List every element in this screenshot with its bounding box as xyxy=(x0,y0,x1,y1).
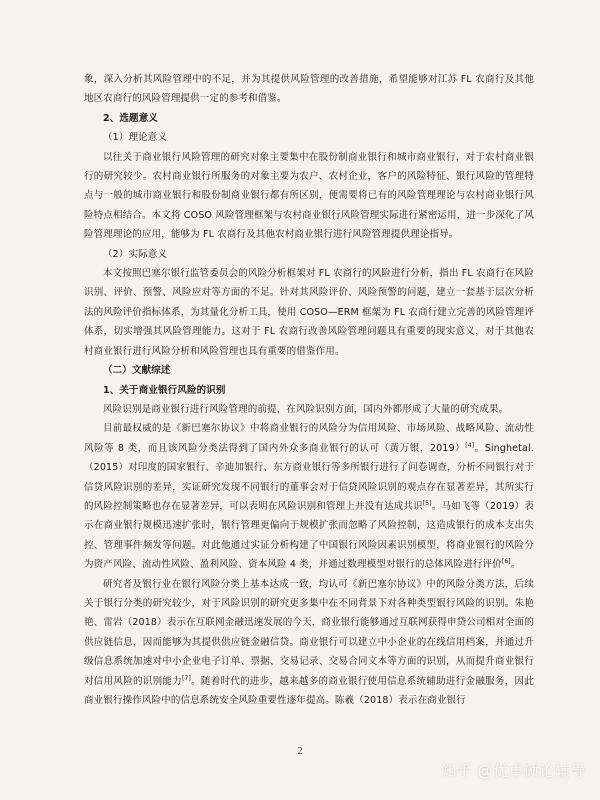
section-heading xyxy=(84,361,534,380)
paragraph-text: 象，深入分析其风险管理中的不足，并为其提供风险管理的改善措施，希望能够对江苏 FL 农商行及其他地区农商行的风险管理提供一定的参考和借鉴。 xyxy=(84,74,534,105)
paragraph-text: （2）实际意义 xyxy=(103,248,168,260)
paragraph-text: 以往关于商业银行风险管理的研究对象主要集中在股份制商业银行和城市商业银行，对于农村商业银行的研究较少。农村商业银行所服务的对象主要为农户、农村企业，客户的风险特征、银行风险的管理特点与一般的城市商业银行和股份制商业银行都有所区别，便需要将已有的风险管理理论与农村商业银行风险特点相结合。本文将 COSO 风险管理框架与农村商业银行风险管理实际进行紧密运用，进一步深化了风险管理理论的应用，能够为 FL 农商行及其他农村商业银行进行风险管理提供理论指导。 xyxy=(84,151,534,241)
citation-marker: [4] xyxy=(465,441,475,449)
paragraph-text: 2、选题意义 xyxy=(103,112,159,124)
body-paragraph xyxy=(84,419,534,574)
page-number: 2 xyxy=(297,746,303,757)
paragraph-text: （1）理论意义 xyxy=(103,132,168,144)
paragraph-text: 目前最权威的是《新巴塞尔协议》中将商业银行的风险分为信用风险、市场风险、战略风险、流动性风险等 8 类，而且该风险分类法得到了国内外众多商业银行的认可（黄万银，2019） xyxy=(84,423,534,454)
zhihu-watermark: 知乎 @优卓硕论辅导 xyxy=(441,762,586,780)
section-heading xyxy=(84,128,534,147)
body-paragraph xyxy=(84,575,534,711)
paragraph-text: 风险识别是商业银行进行风险管理的前提，在风险识别方面，国内外都形成了大量的研究成果。 xyxy=(103,403,509,415)
section-heading xyxy=(84,245,534,264)
paragraph-text: 。马如飞等（2019）表示在商业银行规模迅速扩张时，银行管理更偏向于规模扩张而忽略了风险控制，这造成银行的成本支出失控、管理事件频发等问题。对此他通过实证分析构建了中国银行风险因素识别模型，将商业银行的风险分为资产风险、流动性风险、盈利风险、资本风险 4 类，并通过数理模型对银行的总体风险进行评价 xyxy=(84,500,534,571)
citation-marker: [7] xyxy=(182,674,191,682)
body-paragraph xyxy=(84,264,534,361)
section-heading xyxy=(84,381,534,400)
paragraph-text: 本文按照巴塞尔银行监管委员会的风险分析框架对 FL 农商行的风险进行分析，指出 FL 农商行在风险识别、评价、预警、风险应对等方面的不足。针对其风险评价、风险预警的问题，建立一套基于层次分析法的风险评价指标体系，为其量化分析工具，使用 COSO—ERM 框架为 FL 农商行建立完善的风险管理评体系，切实增强其风险管理能力。这对于 FL 农商行改善风险管理问题具有重要的现实意义，对于其他农村商业银行进行风险分析和风险管理也具有重要的借鉴作用。 xyxy=(84,268,534,357)
citation-marker: [5] xyxy=(422,499,432,507)
paragraph-text: 。 xyxy=(510,559,521,571)
paragraph-text: 。随着时代的进步，越来越多的商业银行使用信息系统辅助进行金融服务，因此商业银行操作风险中的信息系统安全风险重要性逐年提高。陈羲（2018）表示在商业银行 xyxy=(84,675,534,706)
citation-marker: [6] xyxy=(501,558,511,565)
paragraph-text: 1、关于商业银行风险的识别 xyxy=(103,384,226,396)
body-paragraph xyxy=(84,148,534,245)
body-paragraph xyxy=(84,400,534,419)
paragraph-text: 。Singhetal.（2015）对印度的国家银行、辛迪加银行、东方商业银行等多所银行进行了问卷调查，分析不同银行对于信贷风险识别的差异，实证研究发现不同银行的董事会对于信贷风险识别的观点存在显著差异，其所实行的风险控制策略也存在显著差异，可以表明在风险识别和管理上并没有达成共识 xyxy=(84,442,534,512)
paragraph-text: 研究者及银行业在银行风险分类上基本达成一致，均认可《新巴塞尔协议》中的风险分类方法，后续关于银行分类的研究较少，对于风险识别的研究更多集中在不同背景下对各种类型银行风险的识别。朱艳艳、雷岩（2018）表示在互联网金融迅速发展的今天，商业银行能够通过互联网获得申贷公司相对全面的供应链信息，因而能够为其提供供应链金融信贷。商业银行可以建立中小企业的在线信用档案，并通过升级信息系统加速对中小企业电子订单、票据、交易记录、交易合同文本等方面的识别，从而提升商业银行对信用风险的识别能力 xyxy=(84,578,534,687)
body-paragraph xyxy=(84,70,534,109)
section-heading xyxy=(84,109,534,128)
paragraph-text: （二）文献综述 xyxy=(103,365,171,377)
page-body xyxy=(84,70,534,710)
